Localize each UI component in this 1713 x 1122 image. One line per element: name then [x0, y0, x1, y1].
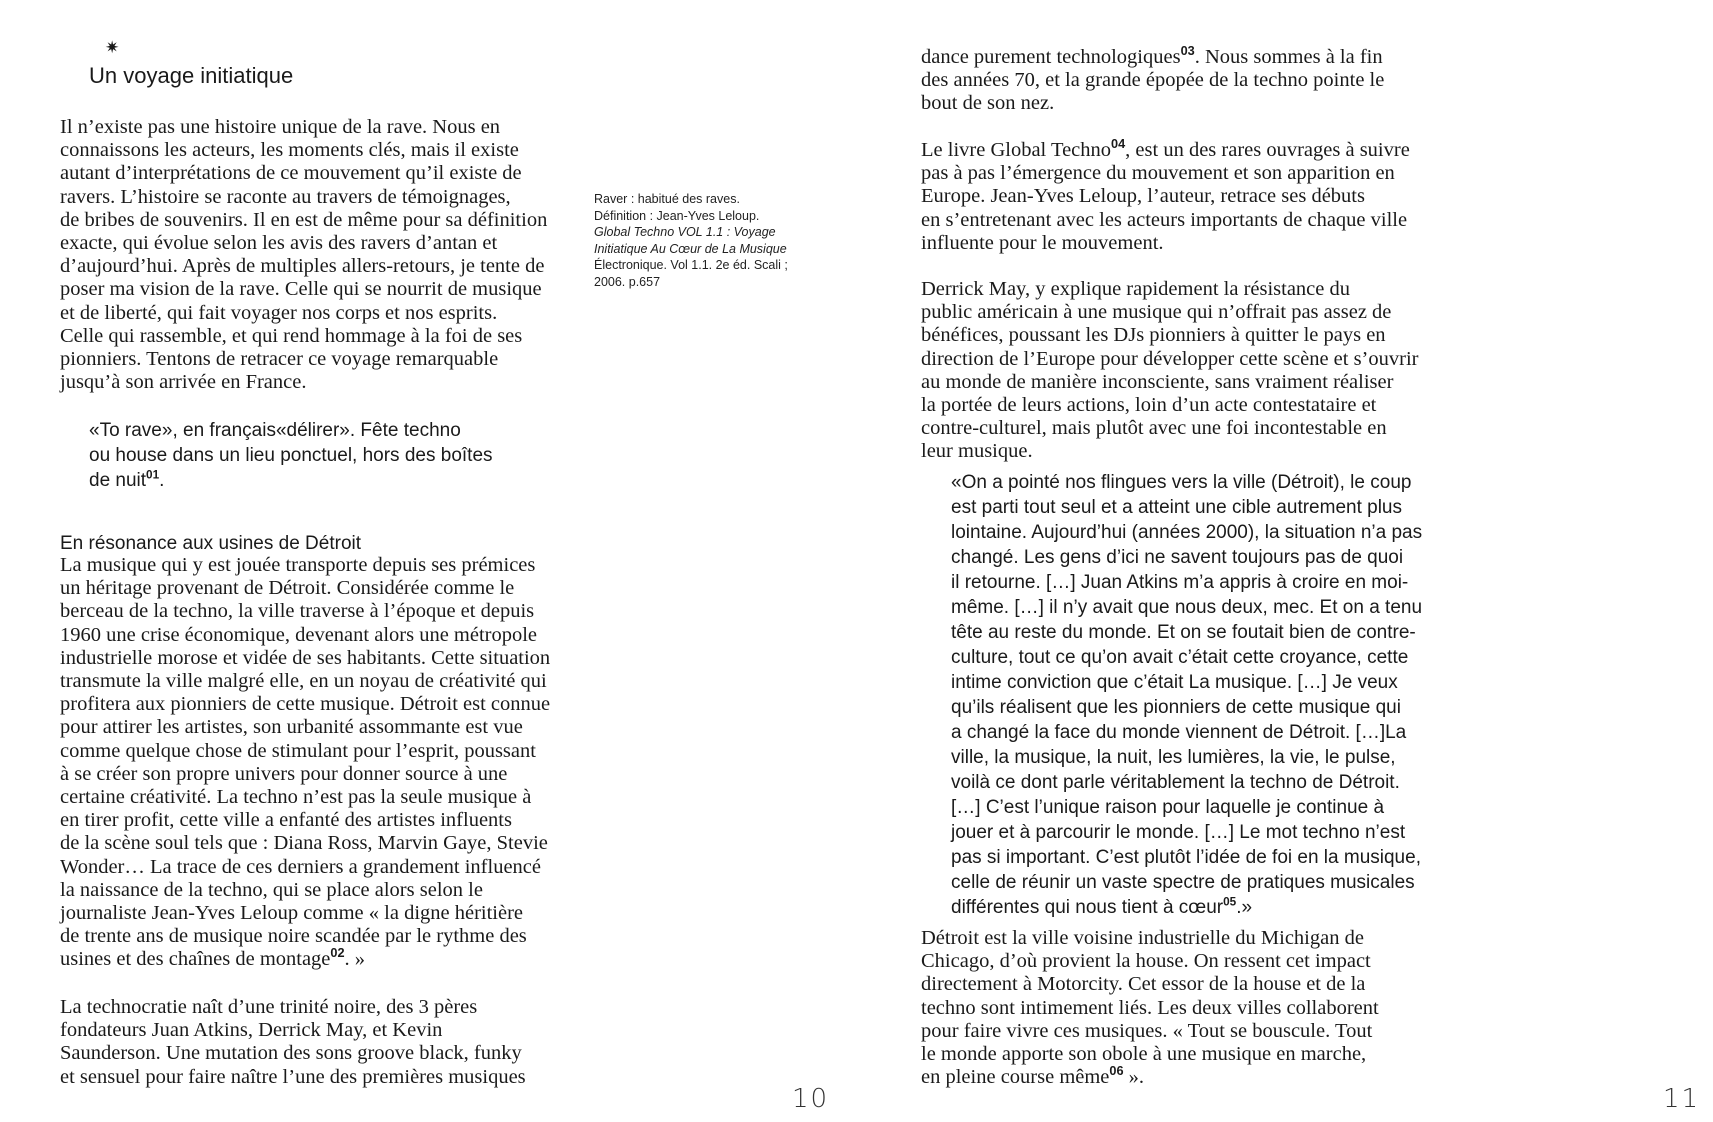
text-line: de la scène soul tels que : Diana Ross, Marvin Gaye, Stevie: [60, 832, 548, 855]
footnote-ref: 03: [1180, 43, 1195, 59]
quote-line: est parti tout seul et a atteint une cible autrement plus: [951, 497, 1402, 518]
quote-line: il retourne. […] Juan Atkins m’a appris à croire en moi-: [951, 572, 1409, 593]
note-line: Raver : habitué des raves.: [594, 192, 740, 206]
text-line: et sensuel pour faire naître l’une des premières musiques: [60, 1065, 526, 1088]
page-number: 11: [1663, 1084, 1701, 1114]
text-line: connaissons les acteurs, les moments clés, mais il existe: [60, 139, 519, 162]
footnote-ref: 01: [146, 468, 160, 482]
note-line: Global Techno VOL 1.1 : Voyage: [594, 225, 776, 239]
left-page: [0, 0, 856, 1122]
note-line: Électronique. Vol 1.1. 2e éd. Scali ;: [594, 258, 788, 272]
side-note: [594, 191, 824, 290]
text-line: et de liberté, qui fait voyager nos corps et nos esprits.: [60, 301, 498, 324]
text-line: Il n’existe pas une histoire unique de la rave. Nous en: [60, 116, 501, 138]
text-line: Europe. Jean-Yves Leloup, l’auteur, retrace ses débuts: [921, 185, 1365, 208]
quote-line: même. […] il n’y avait que nous deux, mec. Et on a tenu: [951, 597, 1423, 618]
text-line: en pleine course même$^{06}$ ».: [921, 1063, 1145, 1089]
quote-line: a changé la face du monde viennent de Détroit. […]La: [951, 722, 1407, 743]
text-line: ravers. L’histoire se raconte au travers de témoignages,: [60, 185, 511, 208]
text-line: Détroit est la ville voisine industrielle du Michigan de: [921, 927, 1364, 949]
text-line: d’aujourd’hui. Après de multiples allers-retours, je tente de: [60, 255, 545, 278]
detroit-paragraph: [60, 554, 550, 972]
quote-line: changé. Les gens d’ici ne savent toujours pas de quoi: [951, 547, 1404, 568]
definition-line: «To rave», en français«délirer». Fête techno: [89, 420, 461, 441]
quote-line: tête au reste du monde. Et on se foutait bien de contre-: [951, 622, 1416, 643]
quote-line: celle de réunir un vaste spectre de pratiques musicales: [951, 872, 1415, 893]
quote-line: jouer et à parcourir le monde. […] Le mot techno n’est: [951, 822, 1406, 843]
derrick-may-quote: [951, 470, 1422, 920]
text-line: influente pour le mouvement.: [921, 231, 1164, 254]
footnote-ref: 04: [1111, 136, 1126, 152]
quote-line: culture, tout ce qu’on avait c’était cette croyance, cette: [951, 647, 1409, 668]
note-line: Initiatique Au Cœur de La Musique: [594, 241, 787, 256]
intro-paragraph: [60, 116, 547, 394]
text-line: Celle qui rassemble, et qui rend hommage à la foi de ses: [60, 324, 523, 347]
derrick-paragraph: [921, 278, 1419, 464]
definition-line: de nuit$^{01}$.: [89, 468, 165, 491]
quote-line: lointaine. Aujourd’hui (années 2000), la situation n’a pas: [951, 522, 1423, 543]
text-line: dance purement technologiques$^{03}$. Nous sommes à la fin: [921, 43, 1383, 68]
text-line: 1960 une crise économique, devenant alors une métropole: [60, 623, 538, 646]
text-line: bénéfices, poussant les DJs pionniers à quitter le pays en: [921, 324, 1386, 347]
text-line: comme quelque chose de stimulant pour l’esprit, poussant: [60, 739, 536, 762]
quote-line: différentes qui nous tient à cœur$^{05}$.»: [951, 895, 1253, 918]
text-line: autant d’interprétations de ce mouvement qu’il existe de: [60, 162, 522, 185]
text-line: le monde apporte son obole à une musique en marche,: [921, 1043, 1367, 1066]
quote-line: voilà ce dont parle véritablement la techno de Détroit.: [951, 772, 1400, 793]
right-page: [856, 0, 1713, 1122]
text-line: Derrick May, y explique rapidement la résistance du: [921, 278, 1351, 300]
chicago-paragraph: [921, 927, 1379, 1089]
text-line: Wonder… La trace de ces derniers a grandement influencé: [60, 855, 541, 878]
note-line: Définition : Jean-Yves Leloup.: [594, 208, 760, 223]
quote-line: […] C’est l’unique raison pour laquelle je continue à: [951, 797, 1385, 818]
text-line: leur musique.: [921, 440, 1033, 463]
section-heading: En résonance aux usines de Détroit: [60, 533, 362, 554]
text-line: exacte, qui évolue selon les avis des ravers d’antan et: [60, 232, 498, 255]
text-line: La technocratie naît d’une trinité noire, des 3 pères: [60, 996, 478, 1018]
text-line: fondateurs Juan Atkins, Derrick May, et Kevin: [60, 1019, 443, 1042]
text-line: pas à pas l’émergence du mouvement et son apparition en: [921, 162, 1395, 185]
footnote-ref: 02: [330, 945, 345, 961]
text-line: berceau de la techno, la ville traverse à l’époque et depuis: [60, 600, 535, 623]
page-number: 10: [792, 1084, 830, 1114]
footnote-ref: 06: [1109, 1063, 1124, 1079]
text-line: industrielle morose et vidée de ses habitants. Cette situation: [60, 646, 551, 669]
asterisk-ornament-icon: ✷: [105, 38, 120, 58]
text-line: de trente ans de musique noire scandée par le rythme des: [60, 925, 527, 948]
text-line: en s’entretenant avec les acteurs importants de chaque ville: [921, 208, 1408, 231]
text-line: contre-culturel, mais plutôt avec une foi incontestable en: [921, 417, 1387, 440]
rave-definition: [89, 418, 493, 493]
quote-line: intime conviction que c’était La musique. […] Je veux: [951, 672, 1398, 693]
note-line: 2006. p.657: [594, 274, 661, 289]
text-line: pour attirer les artistes, son urbanité assommante est vue: [60, 716, 523, 739]
definition-line: ou house dans un lieu ponctuel, hors des boîtes: [89, 445, 493, 466]
text-line: des années 70, et la grande épopée de la techno pointe le: [921, 69, 1385, 92]
text-line: bout de son nez.: [921, 92, 1055, 115]
technocracy-paragraph: [60, 996, 526, 1089]
intro-continuation: [921, 43, 1385, 116]
text-line: Le livre Global Techno$^{04}$, est un des rares ouvrages à suivre: [921, 136, 1410, 161]
text-line: transmute la ville malgré elle, en un noyau de créativité qui: [60, 670, 547, 693]
text-line: certaine créativité. La techno n’est pas la seule musique à: [60, 786, 532, 809]
quote-line: qu’ils réalisent que les pionniers de cette musique qui: [951, 697, 1401, 718]
text-line: en tirer profit, cette ville a enfanté des artistes influents: [60, 809, 512, 832]
text-line: La musique qui y est jouée transporte depuis ses prémices: [60, 554, 536, 576]
text-line: journaliste Jean-Yves Leloup comme « la digne héritière: [60, 902, 524, 925]
text-line: au monde de manière inconsciente, sans vraiment réaliser: [921, 370, 1394, 393]
text-line: poser ma vision de la rave. Celle qui se nourrit de musique: [60, 278, 542, 301]
quote-line: ville, la musique, la nuit, les lumières, la vie, le pulse,: [951, 747, 1396, 768]
footnote-ref: 05: [1223, 895, 1237, 909]
text-line: public américain à une musique qui n’offrait pas assez de: [921, 301, 1392, 324]
text-line: à se créer son propre univers pour donner source à une: [60, 762, 508, 785]
text-line: pour faire vivre ces musiques. « Tout se bouscule. Tout: [921, 1019, 1373, 1042]
text-line: Chicago, d’où provient la house. On ressent cet impact: [921, 950, 1371, 973]
text-line: techno sont intimement liés. Les deux villes collaborent: [921, 996, 1379, 1019]
text-line: profitera aux pionniers de cette musique. Détroit est connue: [60, 693, 551, 716]
text-line: pionniers. Tentons de retracer ce voyage remarquable: [60, 348, 499, 371]
text-line: de bribes de souvenirs. Il en est de même pour sa définition: [60, 208, 548, 231]
text-line: directement à Motorcity. Cet essor de la house et de la: [921, 973, 1366, 996]
text-line: la portée de leurs actions, loin d’un acte contestataire et: [921, 394, 1377, 417]
text-line: la naissance de la techno, qui se place alors selon le: [60, 878, 483, 901]
text-line: usines et des chaînes de montage$^{02}$. »: [60, 945, 366, 971]
text-line: un héritage provenant de Détroit. Considérée comme le: [60, 577, 515, 600]
text-line: direction de l’Europe pour développer cette scène et s’ouvrir: [921, 347, 1419, 370]
chapter-heading: Un voyage initiatique: [89, 63, 294, 88]
book-paragraph: [921, 136, 1410, 255]
text-line: Saunderson. Une mutation des sons groove black, funky: [60, 1042, 522, 1065]
quote-line: «On a pointé nos flingues vers la ville (Détroit), le coup: [951, 472, 1412, 493]
quote-line: pas si important. C’est plutôt l’idée de foi en la musique,: [951, 847, 1421, 868]
text-line: jusqu’à son arrivée en France.: [60, 371, 307, 394]
